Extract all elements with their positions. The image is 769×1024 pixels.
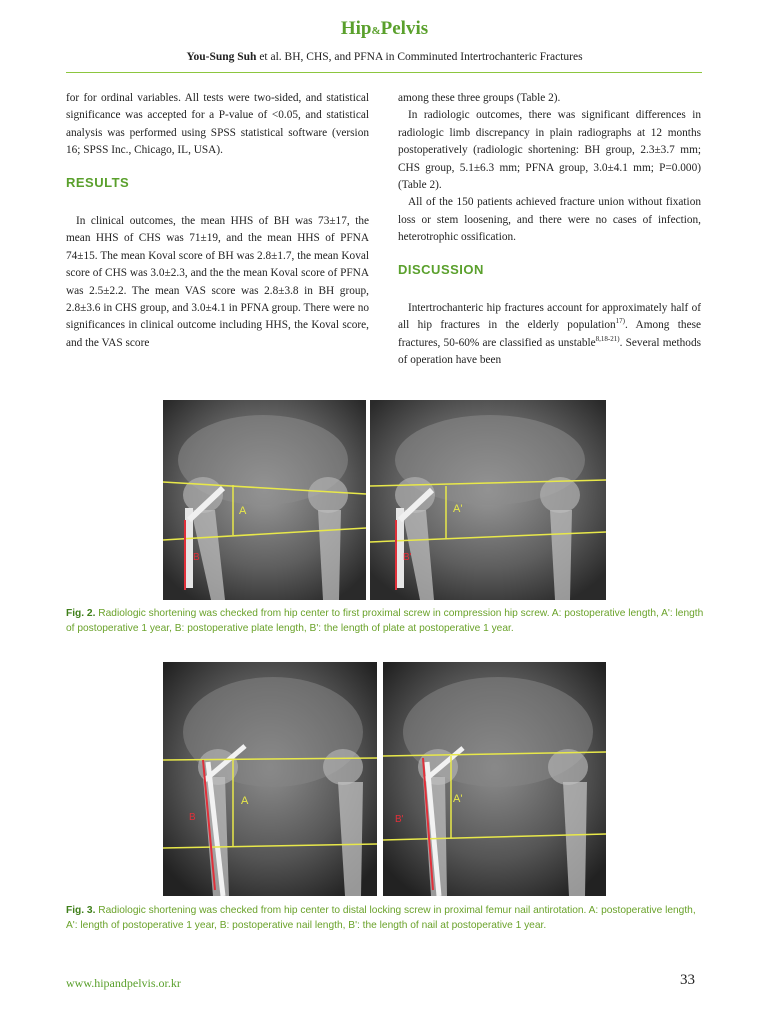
journal-name-hip: Hip xyxy=(340,18,372,39)
union-paragraph: All of the 150 patients achieved fracture union without fixation loss or stem loosening, and there were no cases of infection, heterotrophic ossification. xyxy=(398,196,701,244)
journal-url[interactable]: www.hipandpelvis.or.kr xyxy=(66,976,181,990)
fig2-radiographs xyxy=(163,400,606,600)
running-head xyxy=(0,51,769,63)
methods-paragraph: for for ordinal variables. All tests were two-sided, and statistical significance was accepted for a P-value of <0.05, and statistical analysis was performed using SPSS statistical software (version 16; SPSS Inc., Chicago, IL, USA). xyxy=(66,92,369,157)
results-heading: RESULTS xyxy=(66,174,130,190)
fig2-caption-label: Fig. 2. xyxy=(66,608,96,619)
discussion-paragraph xyxy=(398,300,701,370)
discussion-text-1: Intertrochanteric hip fractures account for approximately half of all hip fractures in the elderly population xyxy=(398,302,701,332)
discussion-text-2: . Among these fractures, 50-60% are classified as unstable xyxy=(398,319,701,349)
fig3-caption-text: Radiologic shortening was checked from hip center to distal locking screw in proximal femur nail antirotation. A: postoperative length, A': length of postoperative 1 year, B: postoperative nail length, B': the length of nail at postoperative 1 year. xyxy=(66,905,696,931)
fig3-right-radiograph xyxy=(383,662,606,896)
header-rule xyxy=(66,72,702,73)
journal-ampersand: & xyxy=(371,25,381,37)
results-paragraph: In clinical outcomes, the mean HHS of BH was 73±17, the mean HHS of CHS was 71±19, and the mean HHS of PFNA 74±15. The mean Koval score of BH was 2.8±1.7, the mean Koval score of CHS was 3.0±2.3, and the the mean Koval score of PFNA was 2.5±2.2. The mean VAS score was 2.8±3.8 in BH group, 2.8±3.6 in CHS group, and 3.0±4.1 in PFNA group. There were no significances in clinical outcome including HHS, the Koval score, and the VAS score xyxy=(66,215,369,349)
fig3-radiographs xyxy=(163,662,606,896)
radiologic-outcomes-paragraph: In radiologic outcomes, there was significant differences in radiologic limb discrepancy in plain radiographs at 12 months postoperatively (radiologic shortening: BH group, 2.3±3.7 mm; CHS group, 5.1±6.3 mm; PFNA group, 3.0±4.1 mm; P=0.000) (Table 2). xyxy=(398,109,701,192)
fig3-left-radiograph xyxy=(163,662,377,896)
fig2-right-label-a: A' xyxy=(453,503,463,515)
fig2-caption-text: Radiologic shortening was checked from hip center to first proximal screw in compression hip screw. A: postoperative length, A': length of postoperative 1 year, B: postoperative plate length, B': the length of plate at postoperative 1 year. xyxy=(66,608,704,634)
figure-2 xyxy=(163,400,606,600)
fig2-right-radiograph xyxy=(370,400,606,600)
discussion-heading: DISCUSSION xyxy=(398,261,484,277)
citation-2: 8,18-21) xyxy=(595,335,620,344)
running-head-author: You-Sung Suh xyxy=(186,51,257,63)
left-column xyxy=(66,90,369,352)
discussion-text-3: . Several methods of operation have been xyxy=(398,336,701,367)
figure-3 xyxy=(163,662,606,896)
fig2-right-label-b: B' xyxy=(403,552,412,563)
citation-1: 17) xyxy=(615,317,625,326)
fig3-left-label-b: B xyxy=(189,812,196,823)
right-column xyxy=(398,90,701,370)
running-head-title: et al. BH, CHS, and PFNA in Comminuted Intertrochanteric Fractures xyxy=(256,51,583,63)
fig2-left-radiograph xyxy=(163,400,366,600)
fig2-left-label-b: B xyxy=(193,552,200,563)
figure-2-caption xyxy=(66,606,706,636)
figure-3-caption xyxy=(66,903,706,933)
journal-title xyxy=(0,18,769,40)
journal-name-pelvis: Pelvis xyxy=(380,18,429,39)
fig3-right-label-a: A' xyxy=(453,793,463,805)
fig3-left-label-a: A xyxy=(241,795,249,807)
fig3-caption-label: Fig. 3. xyxy=(66,905,96,916)
fig2-left-label-a: A xyxy=(239,505,247,517)
page-number: 33 xyxy=(680,972,695,988)
results-continued-paragraph: among these three groups (Table 2). xyxy=(398,92,561,104)
fig3-right-label-b: B' xyxy=(395,814,404,825)
